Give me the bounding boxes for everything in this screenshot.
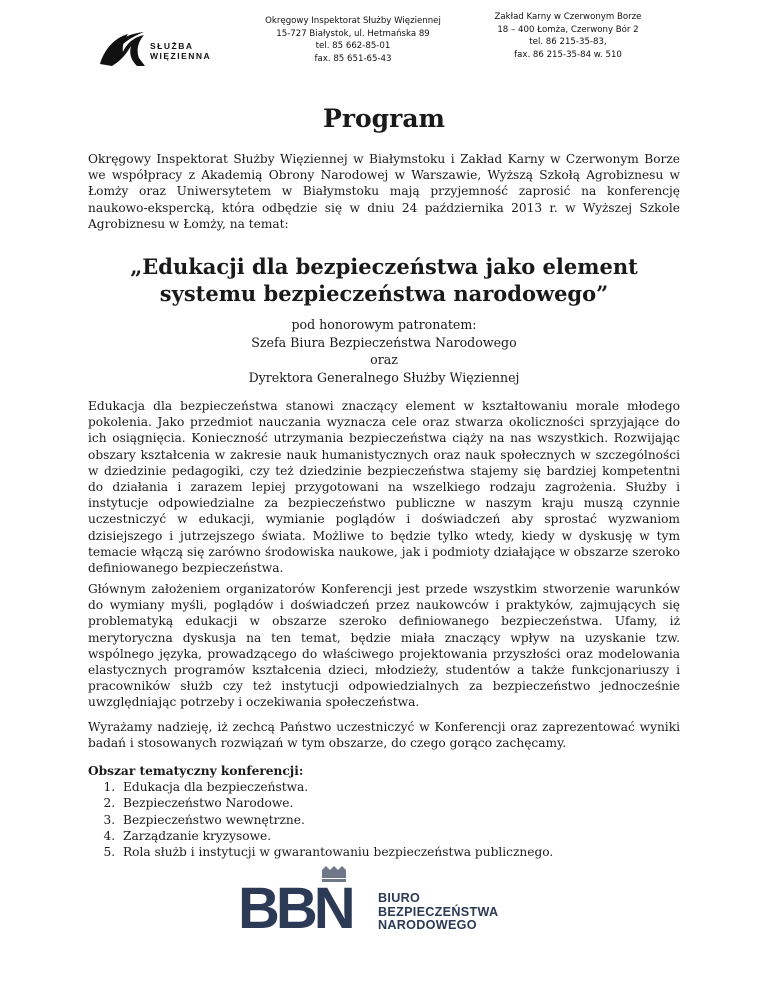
list-item: 1. Edukacja dla bezpieczeństwa.	[119, 779, 680, 795]
body-paragraph-1: Edukacja dla bezpieczeństwa stanowi znaczący element w kształtowaniu morale młodego pokolenia. Jako przedmiot nauczania wyznacza cele oraz stwarza okoliczności sprzyjające do ich osiągnięcia. Konieczność utrzymania bezpieczeństwa ciąży na nas wszystkich. Rozwijając obszary kształcenia w zakresie nauk humanistycznych oraz nauk społecznych w szczególności w dziedzinie pedagogiki, czy też dziedzinie bezpieczeństwa stajemy się bardziej kompetentni do działania i zarazem lepiej przygotowani na wszelkiego rodzaju zagrożenia. Służby i instytucje odpowiedzialne za bezpieczeństwo publiczne w naszym kraju muszą czynnie uczestniczyć w edukacji, wymianie poglądów i doświadczeń aby sprostać wyzwaniom dzisiejszego i jutrzejszego świata. Możliwe to będzie tylko wtedy, kiedy w dyskusję w tym temacie włączą się zarówno środowiska naukowe, jak i podmioty działające w obszarze szeroko definiowanego bezpieczeństwa.	[88, 399, 680, 576]
list-item: 2. Bezpieczeństwo Narodowe.	[119, 795, 680, 811]
address-line: Zakład Karny w Czerwonym Borze	[494, 12, 642, 22]
address-line: fax. 85 651-65-43	[314, 53, 392, 64]
patronage-line: Dyrektora Generalnego Służby Więziennej	[248, 369, 520, 385]
address-line: fax. 86 215-35-84 w. 510	[514, 49, 622, 60]
topics-section	[88, 763, 680, 860]
address-line: 18 – 400 Łomża, Czerwony Bór 2	[497, 24, 639, 35]
prison-address	[480, 11, 656, 61]
bbn-line-3: NARODOWEGO	[378, 918, 477, 933]
bbn-letters: BBN	[238, 876, 352, 938]
patronage-line: oraz	[370, 352, 398, 368]
bbn-name-text	[378, 892, 498, 933]
conference-title: „Edukacji dla bezpieczeństwa jako element systemu bezpieczeństwa narodowego”	[130, 254, 638, 306]
topics-heading: Obszar tematyczny konferencji:	[88, 764, 304, 778]
bbn-line-1: BIURO	[378, 891, 421, 905]
topics-list	[88, 779, 680, 860]
address-line: tel. 86 215-35-83,	[529, 37, 607, 48]
patronage-line: pod honorowym patronatem:	[291, 317, 477, 332]
address-line: tel. 85 662-85-01	[315, 41, 391, 52]
address-line: Okręgowy Inspektorat Służby Więziennej	[265, 16, 441, 26]
list-item: 5. Rola służb i instytucji w gwarantowaniu bezpieczeństwa publicznego.	[119, 844, 680, 860]
body-paragraph-3: Wyrażamy nadzieję, iż zechcą Państwo uczestniczyć w Konferencji oraz zaprezentować wyniki badań i stosowanych rozwiązań w tym obszarze, do czego gorąco zachęcamy.	[88, 720, 680, 751]
logo-sw-text	[150, 41, 211, 61]
patronage-block	[88, 316, 680, 386]
document-title: Program	[323, 104, 445, 133]
logo-text-line-1: SŁUŻBA	[150, 41, 194, 51]
body-paragraph-2: Głównym założeniem organizatorów Konferencji jest przede wszystkim stworzenie warunków do wymiany myśli, poglądów i doświadczeń przez naukowców i praktyków, zajmujących się problematyką edukacji w obszarze szeroko definiowanego bezpieczeństwa. Ufamy, iż merytoryczna dyskusja na ten temat, będzie miała znaczący wpływ na uzyskanie tzw. wspólnego języka, prowadzącego do właściwego projektowania przyszłości oraz modelowania elastycznych programów kształcenia dzieci, młodzieży, studentów a także funkcjonariuszy i pracowników służb czy też instytucji odpowiedzialnych za bezpieczeństwo jednocześnie uwzględniając potrzeby i oczekiwania społeczeństwa.	[88, 582, 680, 710]
intro-paragraph: Okręgowy Inspektorat Służby Więziennej w Białymstoku i Zakład Karny w Czerwonym Borze we współpracy z Akademią Obrony Narodowej w Warszawie, Wyższą Szkołą Agrobiznesu w Łomży oraz Uniwersytetem w Białymstoku mają przyjemność zaprosić na konferencję naukowo-ekspercką, która odbędzie się w dniu 24 października 2013 r. w Wyższej Szkole Agrobiznesu w Łomży, na temat:	[88, 152, 680, 231]
inspectorate-address	[258, 15, 448, 65]
logo-text-line-2: WIĘZIENNA	[150, 51, 212, 61]
list-item: 3. Bezpieczeństwo wewnętrzne.	[119, 812, 680, 828]
bbn-line-2: BEZPIECZEŃSTWA	[378, 904, 499, 919]
address-line: 15-727 Białystok, ul. Hetmańska 89	[276, 28, 430, 39]
patronage-line: Szefa Biura Bezpieczeństwa Narodowego	[251, 334, 517, 350]
list-item: 4. Zarządzanie kryzysowe.	[119, 828, 680, 844]
